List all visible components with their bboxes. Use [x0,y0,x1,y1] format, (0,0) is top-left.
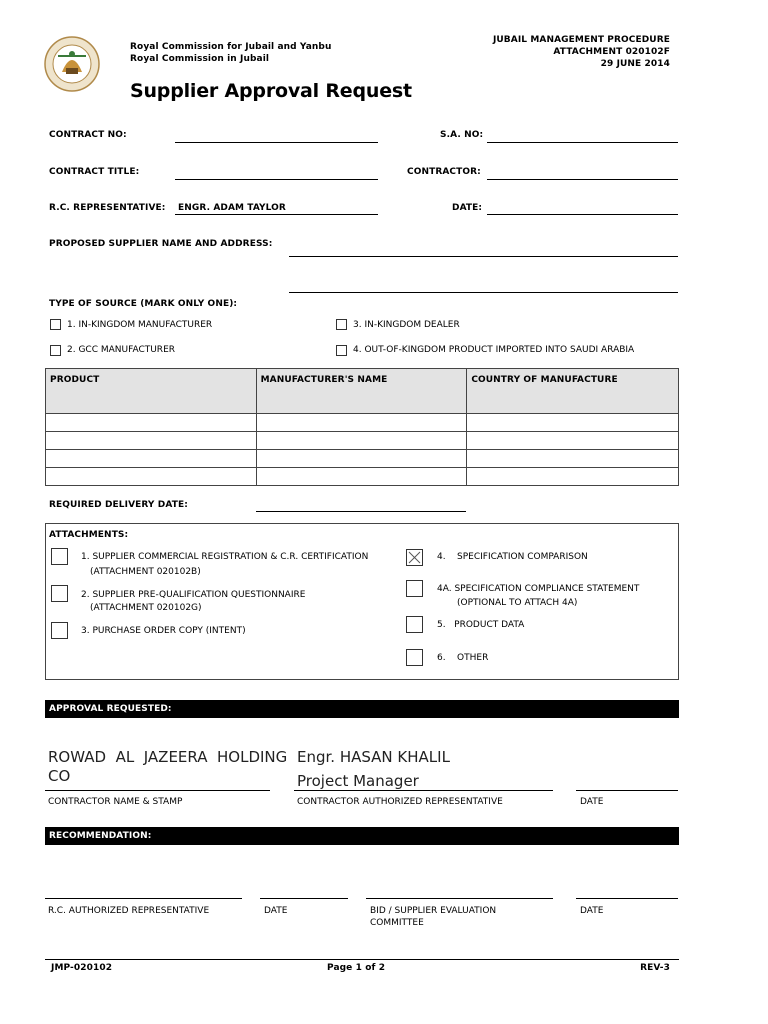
attachment-checkbox-3[interactable] [51,622,68,639]
product-table [45,368,679,486]
attachment-checkbox-4-checked[interactable] [406,549,423,566]
table-cell[interactable] [256,450,467,468]
supplier-address-field-1[interactable] [289,256,678,257]
rc-representative-label: R.C. REPRESENTATIVE: [49,203,166,213]
rc-signature-line[interactable] [45,898,242,899]
attachment-checkbox-6[interactable] [406,649,423,666]
rc-date-label: DATE [264,906,288,916]
recommendation-title: RECOMMENDATION: [49,831,152,841]
attachment-sublabel-1: (ATTACHMENT 020102B) [90,567,201,577]
footer-rule [45,959,679,960]
date-field[interactable] [487,214,678,215]
source-option-checkbox-2[interactable] [50,345,61,356]
rc-representative-field [175,214,378,215]
source-option-checkbox-4[interactable] [336,345,347,356]
rc-representative-value[interactable]: ENGR. ADAM TAYLOR [178,203,286,213]
attachments-section [45,523,679,680]
proposed-supplier-label: PROPOSED SUPPLIER NAME AND ADDRESS: [49,239,273,249]
supplier-address-field-2[interactable] [289,292,678,293]
org-name-line1: Royal Commission for Jubail and Yanbu [130,42,332,52]
committee-date-label: DATE [580,906,604,916]
contractor-rep-label: CONTRACTOR AUTHORIZED REPRESENTATIVE [297,797,503,807]
table-row [46,450,679,468]
contractor-name-line2: CO [48,767,71,785]
attachment-sublabel-4a: (OPTIONAL TO ATTACH 4A) [457,598,578,608]
attachment-label-4a: 4A. SPECIFICATION COMPLIANCE STATEMENT [437,584,640,594]
source-option-label-1: 1. IN-KINGDOM MANUFACTURER [67,320,213,330]
form-title: Supplier Approval Request [130,80,412,102]
approval-date-label: DATE [580,797,604,807]
attachment-label-4: 4. SPECIFICATION COMPARISON [437,552,588,562]
org-name-line2: Royal Commission in Jubail [130,54,270,64]
contract-no-label: CONTRACT NO: [49,130,127,140]
attachment-checkbox-1[interactable] [51,548,68,565]
table-cell[interactable] [467,414,679,432]
cross-mark-icon [407,550,422,565]
attachment-sublabel-2: (ATTACHMENT 020102G) [90,603,202,613]
source-option-label-2: 2. GCC MANUFACTURER [67,345,176,355]
table-cell[interactable] [467,432,679,450]
product-column-header: PRODUCT [46,369,257,414]
sa-no-field[interactable] [487,142,678,143]
table-cell[interactable] [256,432,467,450]
table-cell[interactable] [467,468,679,486]
attachment-label-3: 3. PURCHASE ORDER COPY (INTENT) [81,626,246,636]
table-cell[interactable] [467,450,679,468]
table-cell[interactable] [46,432,257,450]
contractor-field[interactable] [487,179,678,180]
attachment-label-1: 1. SUPPLIER COMMERCIAL REGISTRATION & C.R. CERTIFICATION [81,552,369,562]
approval-requested-title: APPROVAL REQUESTED: [49,704,172,714]
delivery-date-label: REQUIRED DELIVERY DATE: [49,500,188,510]
committee-label-line2: COMMITTEE [370,918,424,928]
contractor-label: CONTRACTOR: [407,167,481,177]
table-row [46,432,679,450]
contractor-name-line1: ROWAD AL JAZEERA HOLDING [48,748,288,766]
representative-signature-line[interactable] [294,790,553,791]
source-option-label-3: 3. IN-KINGDOM DEALER [353,320,460,330]
attachment-checkbox-4a[interactable] [406,580,423,597]
attachments-title: ATTACHMENTS: [49,530,129,540]
royal-commission-logo [44,34,100,94]
table-row [46,468,679,486]
manufacturer-column-header: MANUFACTURER'S NAME [256,369,467,414]
contract-no-field[interactable] [175,142,378,143]
table-cell[interactable] [256,414,467,432]
date-label: DATE: [452,203,483,213]
source-option-label-4: 4. OUT-OF-KINGDOM PRODUCT IMPORTED INTO SAUDI ARABIA [353,345,635,355]
country-column-header: COUNTRY OF MANUFACTURE [467,369,679,414]
attachment-label: ATTACHMENT 020102F [553,47,670,57]
table-cell[interactable] [46,468,257,486]
delivery-date-field[interactable] [256,511,466,512]
product-table-header-row [46,369,679,414]
committee-signature-line[interactable] [366,898,553,899]
footer-page-number: Page 1 of 2 [327,963,386,973]
committee-date-line[interactable] [576,898,678,899]
procedure-label: JUBAIL MANAGEMENT PROCEDURE [492,35,670,45]
source-option-checkbox-1[interactable] [50,319,61,330]
approval-requested-bar [45,700,679,718]
representative-title: Project Manager [297,772,419,790]
representative-name: Engr. HASAN KHALIL [297,748,450,766]
recommendation-bar [45,827,679,845]
sa-no-label: S.A. NO: [440,130,484,140]
attachment-label-5: 5. PRODUCT DATA [437,620,525,630]
footer-revision: REV-3 [640,963,670,973]
attachment-checkbox-5[interactable] [406,616,423,633]
attachment-label-6: 6. OTHER [437,653,489,663]
table-cell[interactable] [46,414,257,432]
table-row [46,414,679,432]
attachment-checkbox-2[interactable] [51,585,68,602]
rc-date-line[interactable] [260,898,348,899]
contractor-signature-line[interactable] [45,790,270,791]
header-date: 29 JUNE 2014 [600,59,670,69]
table-cell[interactable] [256,468,467,486]
approval-date-line[interactable] [576,790,678,791]
footer-doc-number: JMP-020102 [51,963,113,973]
rc-authorized-rep-label: R.C. AUTHORIZED REPRESENTATIVE [48,906,210,916]
contract-title-label: CONTRACT TITLE: [49,167,140,177]
table-cell[interactable] [46,450,257,468]
source-type-title: TYPE OF SOURCE (MARK ONLY ONE): [49,299,238,309]
committee-label-line1: BID / SUPPLIER EVALUATION [370,906,497,916]
contract-title-field[interactable] [175,179,378,180]
source-option-checkbox-3[interactable] [336,319,347,330]
attachment-label-2: 2. SUPPLIER PRE-QUALIFICATION QUESTIONNAIRE [81,590,306,600]
contractor-name-stamp-label: CONTRACTOR NAME & STAMP [48,797,183,807]
